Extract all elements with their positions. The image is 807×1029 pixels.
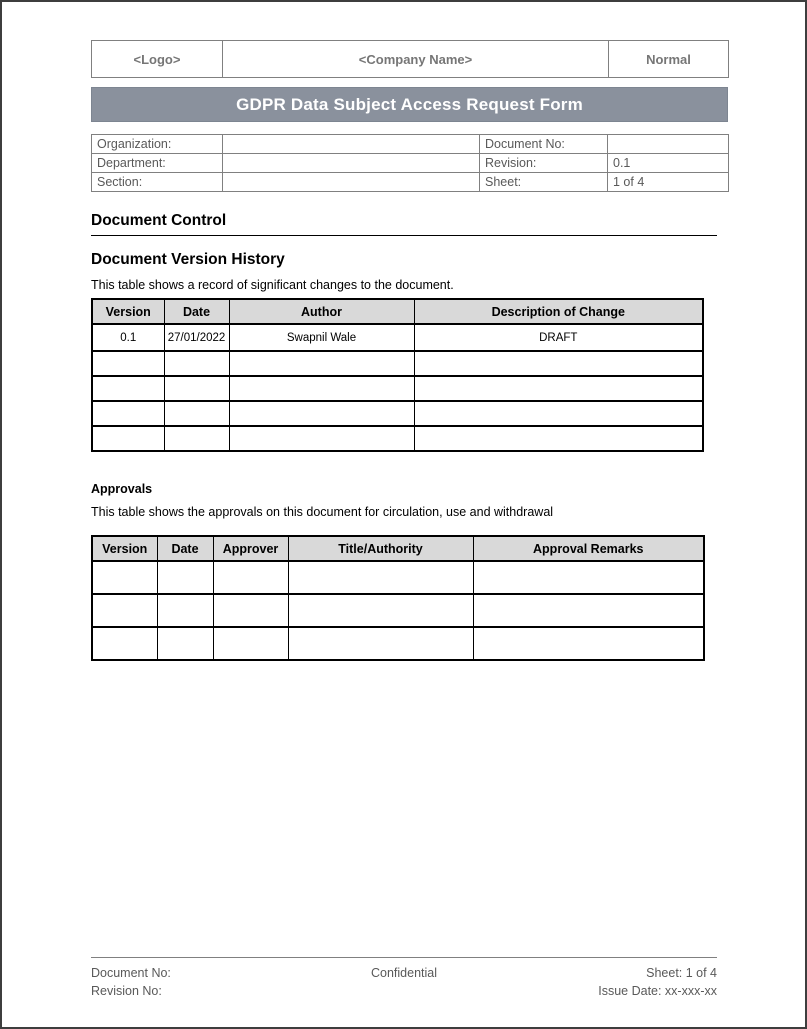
date-cell: 27/01/2022	[164, 324, 229, 351]
approver-cell[interactable]	[213, 561, 288, 594]
version-history-heading: Document Version History	[91, 251, 285, 268]
date-cell[interactable]	[164, 401, 229, 426]
footer-revision-no: Revision No:	[91, 984, 162, 998]
approval-remarks-cell[interactable]	[473, 627, 704, 660]
approvals-description: This table shows the approvals on this document for circulation, use and withdrawal	[91, 505, 554, 519]
description-cell[interactable]	[414, 376, 703, 401]
description-cell[interactable]	[414, 351, 703, 376]
table-row	[92, 561, 704, 594]
table-row	[92, 324, 703, 351]
author-cell: Swapnil Wale	[229, 324, 414, 351]
column-header-title-authority: Title/Authority	[288, 536, 473, 561]
table-row	[92, 376, 703, 401]
title-authority-cell[interactable]	[288, 627, 473, 660]
department-label: Department:	[92, 154, 223, 173]
title-authority-cell[interactable]	[288, 594, 473, 627]
date-cell[interactable]	[164, 426, 229, 451]
footer-document-no: Document No:	[91, 966, 171, 980]
version-cell[interactable]	[92, 561, 157, 594]
version-cell[interactable]	[92, 401, 164, 426]
approver-cell[interactable]	[213, 627, 288, 660]
department-value[interactable]	[223, 154, 480, 173]
column-header-date: Date	[164, 299, 229, 324]
column-header-approver: Approver	[213, 536, 288, 561]
column-header-approval-remarks: Approval Remarks	[473, 536, 704, 561]
section-value[interactable]	[223, 173, 480, 192]
description-cell: DRAFT	[414, 324, 703, 351]
version-cell[interactable]	[92, 594, 157, 627]
section-label: Section:	[92, 173, 223, 192]
table-row	[92, 627, 704, 660]
table-row	[92, 401, 703, 426]
table-row	[92, 173, 729, 192]
footer-confidential: Confidential	[371, 966, 438, 980]
date-cell[interactable]	[157, 561, 213, 594]
document-info-table	[91, 134, 729, 192]
description-cell[interactable]	[414, 426, 703, 451]
approvals-table	[91, 535, 705, 661]
footer-issue-date: Issue Date: xx-xxx-xx	[598, 984, 718, 998]
description-cell[interactable]	[414, 401, 703, 426]
date-cell[interactable]	[164, 376, 229, 401]
column-header-author: Author	[229, 299, 414, 324]
table-header-row	[92, 299, 703, 324]
title-authority-cell[interactable]	[288, 561, 473, 594]
logo-placeholder: <Logo>	[92, 41, 223, 78]
author-cell[interactable]	[229, 351, 414, 376]
organization-value[interactable]	[223, 135, 480, 154]
version-cell[interactable]	[92, 627, 157, 660]
table-row	[92, 426, 703, 451]
table-row	[92, 594, 704, 627]
company-header-table	[91, 40, 729, 78]
approver-cell[interactable]	[213, 594, 288, 627]
version-history-description: This table shows a record of significant changes to the document.	[91, 278, 454, 292]
approvals-heading: Approvals	[91, 482, 153, 496]
date-cell[interactable]	[157, 594, 213, 627]
sheet-label: Sheet:	[480, 173, 608, 192]
table-row	[92, 351, 703, 376]
approval-remarks-cell[interactable]	[473, 561, 704, 594]
author-cell[interactable]	[229, 426, 414, 451]
footer-row-2	[91, 982, 717, 1000]
author-cell[interactable]	[229, 401, 414, 426]
revision-label: Revision:	[480, 154, 608, 173]
version-cell[interactable]	[92, 351, 164, 376]
revision-value: 0.1	[608, 154, 729, 173]
version-history-table	[91, 298, 704, 452]
document-no-label: Document No:	[480, 135, 608, 154]
footer-row-1	[91, 964, 717, 982]
table-row	[92, 154, 729, 173]
sheet-value: 1 of 4	[608, 173, 729, 192]
column-header-version: Version	[92, 536, 157, 561]
page-footer	[91, 957, 717, 1000]
version-cell[interactable]	[92, 426, 164, 451]
version-cell: 0.1	[92, 324, 164, 351]
table-header-row	[92, 536, 704, 561]
date-cell[interactable]	[157, 627, 213, 660]
table-row	[92, 135, 729, 154]
column-header-date: Date	[157, 536, 213, 561]
organization-label: Organization:	[92, 135, 223, 154]
footer-sheet: Sheet: 1 of 4	[646, 966, 718, 980]
date-cell[interactable]	[164, 351, 229, 376]
approval-remarks-cell[interactable]	[473, 594, 704, 627]
column-header-description: Description of Change	[414, 299, 703, 324]
version-cell[interactable]	[92, 376, 164, 401]
document-control-heading: Document Control	[91, 212, 717, 236]
document-no-value[interactable]	[608, 135, 729, 154]
table-row	[92, 41, 729, 78]
document-title-banner: GDPR Data Subject Access Request Form	[91, 87, 728, 122]
classification-label: Normal	[609, 41, 729, 78]
author-cell[interactable]	[229, 376, 414, 401]
company-name-placeholder: <Company Name>	[223, 41, 609, 78]
column-header-version: Version	[92, 299, 164, 324]
